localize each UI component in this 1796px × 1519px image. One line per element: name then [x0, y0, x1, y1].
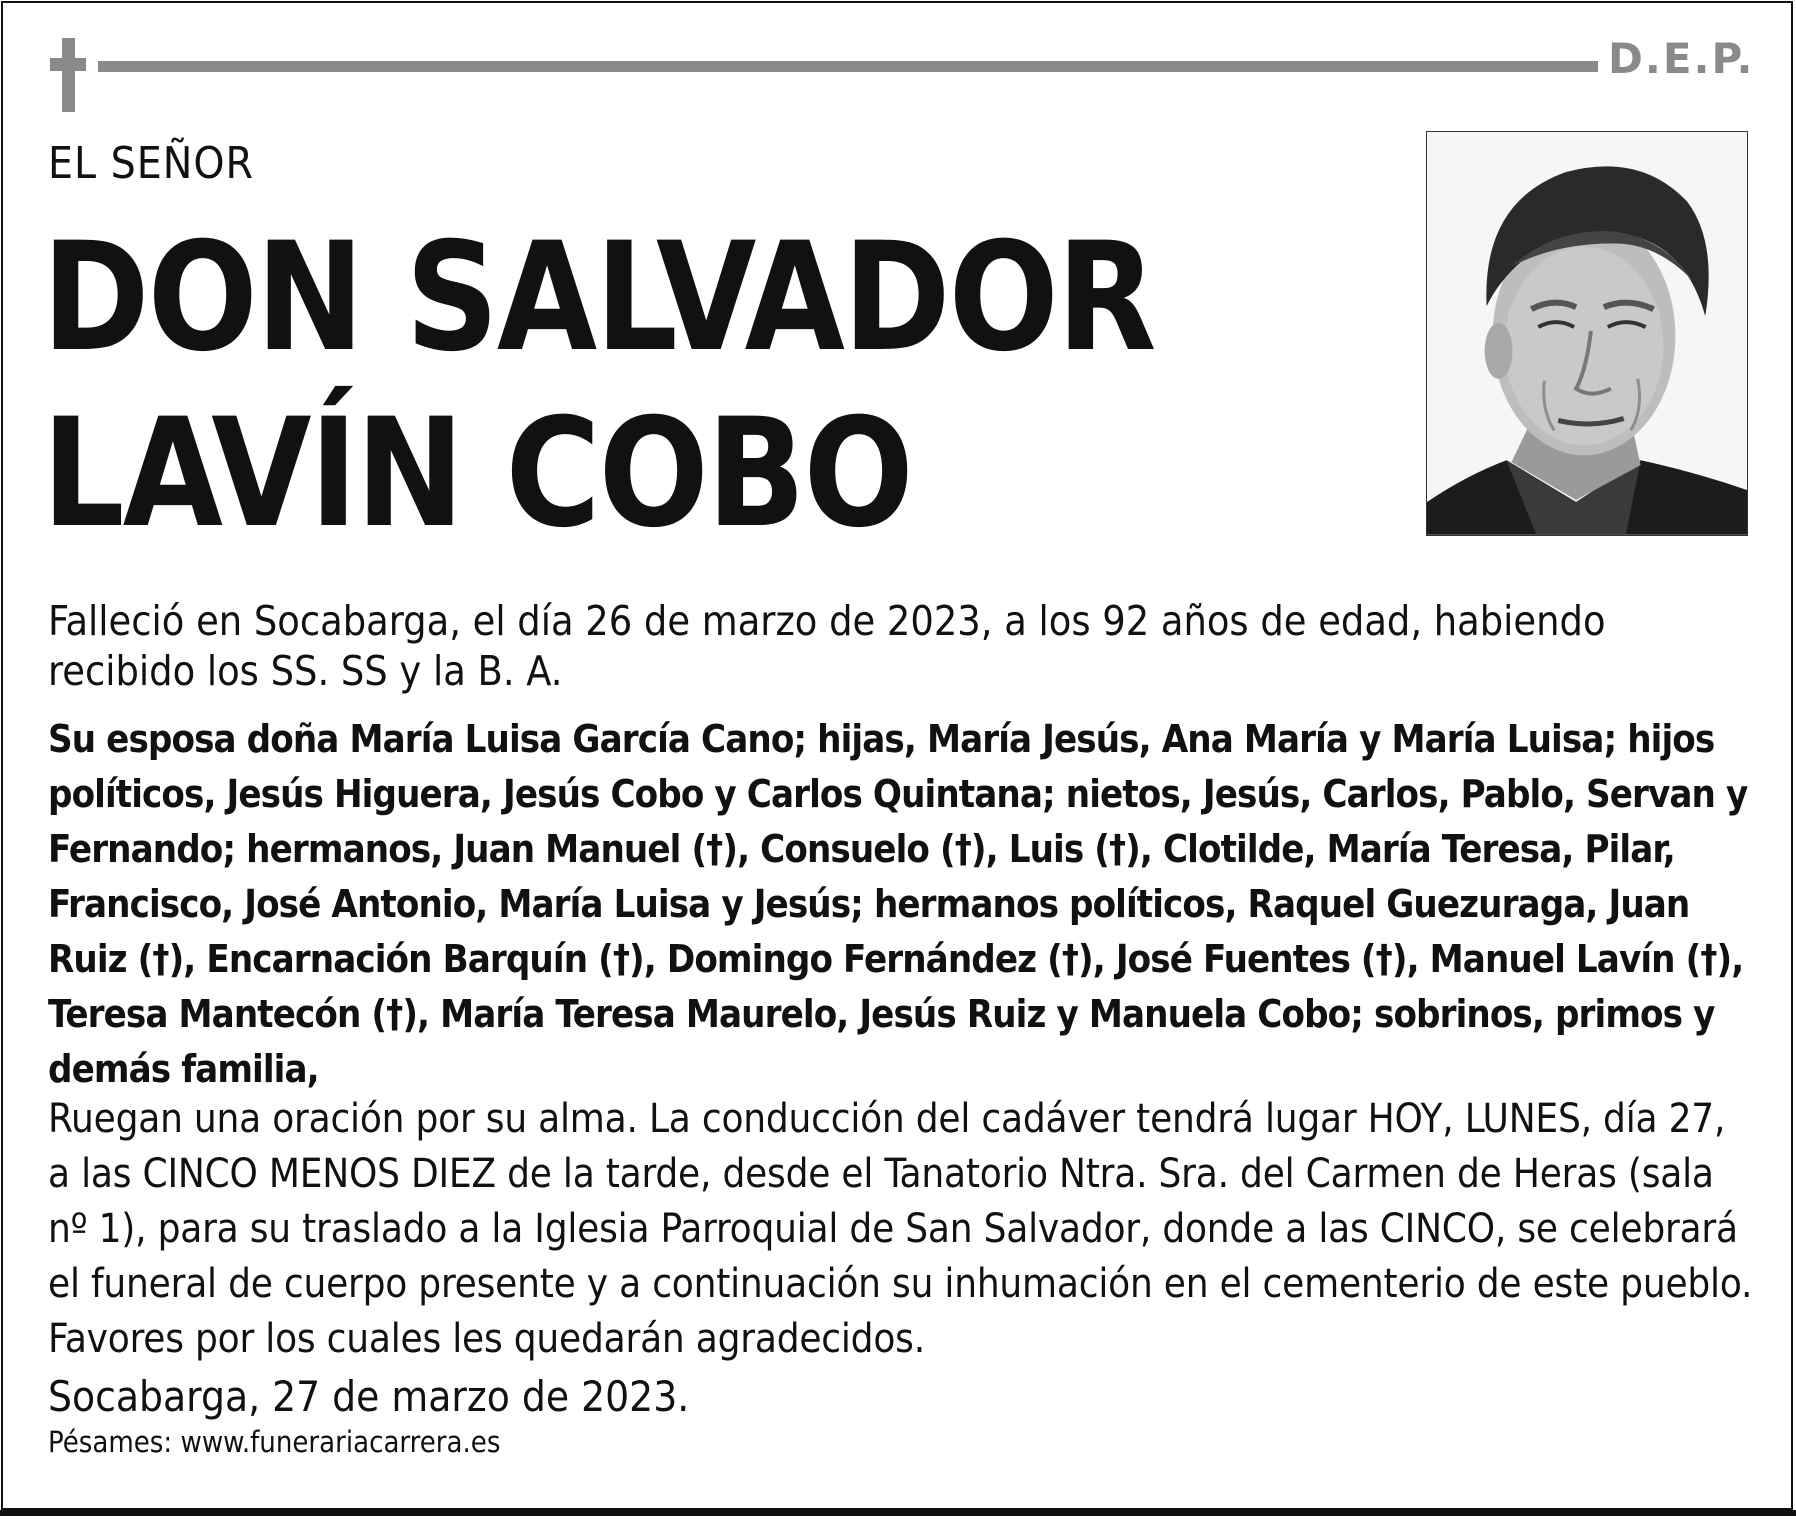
- honorific: EL SEÑOR: [48, 138, 255, 189]
- bottom-rule: [0, 1510, 1796, 1516]
- condolences-link[interactable]: Pésames: www.funerariacarrera.es: [48, 1425, 501, 1459]
- family-list: Su esposa doña María Luisa García Cano; hijas, María Jesús, Ana María y María Luisa; hijos políticos, Jesús Higuera, Jesús Cobo y Carlos Quintana; nietos, Jesús, Carlos, Pablo, Servan y Fernando; hermanos, Juan Manuel (†), Consuelo (†), Luis (†), Clotilde, María Teresa, Pilar, Francisco, José Antonio, María Luisa y Jesús; hermanos políticos, Raquel Guezuraga, Juan Ruiz (†), Encarnación Barquín (†), Domingo Fernández (†), José Fuentes (†), Manuel Lavín (†), Teresa Mantecón (†), María Teresa Maurelo, Jesús Ruiz y Manuela Cobo; sobrinos, primos y demás familia,: [48, 717, 1748, 1091]
- deceased-name: [42, 210, 1155, 562]
- place-date: Socabarga, 27 de marzo de 2023.: [48, 1372, 690, 1421]
- name-line-1: DON SALVADOR: [42, 211, 1155, 385]
- death-notice: Falleció en Socabarga, el día 26 de marzo de 2023, a los 92 años de edad, habiendo recibido los SS. SS y la B. A.: [48, 597, 1606, 695]
- cross-icon: [50, 38, 86, 112]
- header-rule: [98, 61, 1598, 72]
- portrait-photo: [1426, 131, 1748, 536]
- funeral-service: Ruegan una oración por su alma. La conducción del cadáver tendrá lugar HOY, LUNES, día 27, a las CINCO MENOS DIEZ de la tarde, desde el Tanatorio Ntra. Sra. del Carmen de Heras (sala nº 1), para su traslado a la Iglesia Parroquial de San Salvador, donde a las CINCO, se celebrará el funeral de cuerpo presente y a continuación su inhumación en el cementerio de este pueblo. Favores por los cuales les quedarán agradecidos.: [48, 1096, 1753, 1362]
- name-line-2: LAVÍN COBO: [42, 387, 912, 561]
- dep-label: D.E.P.: [1608, 34, 1755, 83]
